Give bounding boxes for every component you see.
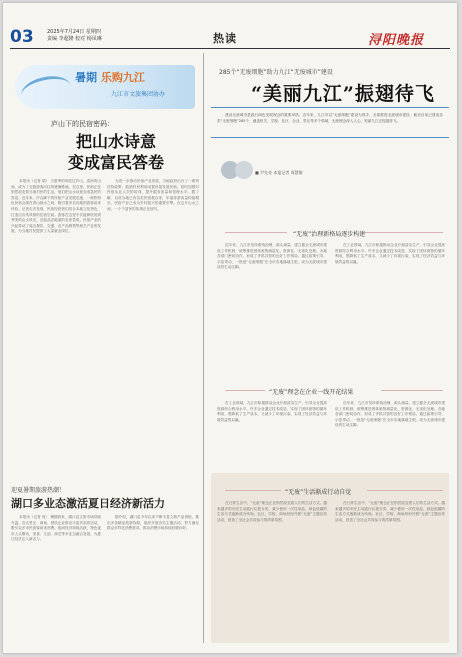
page-number: 03	[10, 27, 34, 47]
subheading-rule	[225, 232, 287, 233]
article-body-col1: 本报讯（记者 胡） 当夏季的风吹过庐山，清凉的山间，成为了无数游客向往的避暑胜地。在这里，民宿正在悄然改变着当地村民的生活，他们把山水诗意变成富民的答卷。近年来，庐山脚下的民宿产业发展迅速，一栋栋特色民宿点缀在青山绿水之间，吸引着来自各地的游客前来体验。记者走访发现，民宿经营者们结合本地文化特色，打造出各具风格的住宿空间。游客在这里不仅能够欣赏到秀美的山水风光，还能品尝地道的农家菜肴。民宿产业的兴起带动了周边餐饮、交通、农产品销售等相关产业的发展，为当地村民提供了大量就业岗位。	[11, 179, 101, 234]
feature-overtitle: 285个“无废细胞”助力九江“无废城市”建设	[219, 69, 333, 76]
subheading-2: “无废”理念在企业一线开花结果	[269, 389, 354, 396]
feature-body-2b: 近年来，九江市坚持系统治理、源头减量，建立健全无废城市建设工作机制，统筹推进固体废物减量化、资源化、无害化处理。各地各部门密切协作，形成了齐抓共管的良好工作格局。通过政策引导、示范带动，一批批“无废细胞”在全市各地落地生根，成为无废城市建设的生动注脚。	[335, 401, 445, 428]
section-name: 热读	[213, 32, 237, 45]
reporter-avatar	[235, 161, 253, 179]
article-body-col2: 为进一步推动民宿产业发展，当地政府出台了一系列扶持政策，鼓励村民利用闲置房屋发展民宿。同时加强对民宿从业人员的培训，提升服务质量和管理水平。据了解，目前当地已有各类民宿数百家，年接待游客量持续增长，民宿产业已成为乡村振兴的重要引擎。在这片山水之间，一个个富民的故事正在续写。	[107, 179, 199, 211]
feature-lead: 建设无废城市是践行绿色发展理念的重要举措。近年来，九江市以“无废细胞”建设为抓手，全面推进无废城市建设，截至目前已建成各类“无废细胞”285个，涵盖机关、学校、社区、企业、景区等多个领域，无废理念深入人心，美丽九江正振翅待飞。	[217, 113, 443, 123]
newspaper-page	[3, 3, 457, 653]
subheading-rule	[365, 232, 443, 233]
article2-kicker: 迎夏暑期旅游热潮！	[11, 487, 66, 494]
feature-body-3: 在日常生活中，“无废”理念正在悄然改变着人们的生活方式。越来越多的市民主动践行垃圾分类、减少使用一次性用品，绿色低碳的生活方式逐渐成为风尚。社区、学校、商场纷纷开展“无废”主题宣传活动，营造了全社会共同参与的浓厚氛围。	[217, 501, 327, 522]
date-line: 2025年7月24日 星期四	[47, 29, 101, 35]
masthead-rule	[10, 48, 450, 49]
subheading-3: “无废”生活渐成行动自觉	[285, 489, 352, 496]
newspaper-logo: 浔阳晚报	[368, 33, 425, 48]
subheading-rule	[225, 390, 265, 391]
article2-body-col2: 据介绍，湖口县今年以来不断丰富文旅产品供给，推出多条精品旅游线路，组织开展各类主题活动，努力满足群众多样化消费需求，推动消费市场持续回暖向好。	[107, 515, 199, 531]
feature-body-2: 在工业领域，九江市积极推动企业开展清洁生产，引导企业提高资源综合利用水平。许多企业通过技术改造，实现了固体废物的循环利用，既降低了生产成本，又减少了环境污染，实现了经济效益与环境效益的双赢。	[217, 401, 327, 422]
editor-line: 责编 李超隆 校对 杨凤琳	[47, 36, 102, 42]
byline: ■ 尹先亮 本报记者 周慧敏	[255, 170, 303, 175]
feature-headline: “美丽九江”振翅待飞	[251, 83, 435, 105]
subheading-rule	[367, 490, 443, 491]
banner-title-a: 暑期	[75, 71, 97, 84]
article2-body-col1: 本报讯（记者 何） 暑期到来，湖口县文旅市场持续升温。各大景区、商场、餐饮企业推出丰富多彩的活动，吸引众多市民游客前来消费。夜间经济持续活跃，特色夜市人头攒动，美食、文创、演艺等多业态融合发展，为夏日经济注入新活力。	[11, 515, 101, 542]
subheading-rule	[225, 490, 281, 491]
article2-headline: 湖口多业态激活夏日经济新活力	[11, 497, 165, 510]
headline-line-1: 把山水诗意	[75, 132, 156, 151]
headline-line-2: 变成富民答卷	[67, 153, 164, 172]
article-headline	[31, 131, 201, 173]
banner-subtitle: 九江市文旅集团协办	[111, 91, 166, 98]
subheading-rule	[381, 390, 443, 391]
subheading-1: “无废”治理新格局逐步构建	[293, 231, 366, 238]
banner-title-b: 乐购九江	[100, 71, 145, 84]
feature-body-3b: 在日常生活中，“无废”理念正在悄然改变着人们的生活方式。越来越多的市民主动践行垃圾分类、减少使用一次性用品，绿色低碳的生活方式逐渐成为风尚。社区、学校、商场纷纷开展“无废”主题宣传活动，营造了全社会共同参与的浓厚氛围。	[335, 501, 445, 522]
masthead	[3, 3, 457, 49]
article-kicker: 庐山下的民宿密码：	[51, 120, 114, 128]
feature-body-1: 近年来，九江市坚持系统治理、源头减量，建立健全无废城市建设工作机制，统筹推进固体废物减量化、资源化、无害化处理。各地各部门密切协作，形成了齐抓共管的良好工作格局。通过政策引导、示范带动，一批批“无废细胞”在全市各地落地生根，成为无废城市建设的生动注脚。	[217, 243, 327, 270]
date-block	[47, 29, 102, 43]
feature-body-1b: 在工业领域，九江市积极推动企业开展清洁生产，引导企业提高资源综合利用水平。许多企业通过技术改造，实现了固体废物的循环利用，既降低了生产成本，又减少了环境污染，实现了经济效益与环境效益的双赢。	[335, 243, 445, 264]
lead-rule	[211, 137, 449, 138]
headline-rule	[211, 107, 449, 108]
column-divider	[203, 53, 204, 643]
banner-title	[75, 69, 145, 85]
